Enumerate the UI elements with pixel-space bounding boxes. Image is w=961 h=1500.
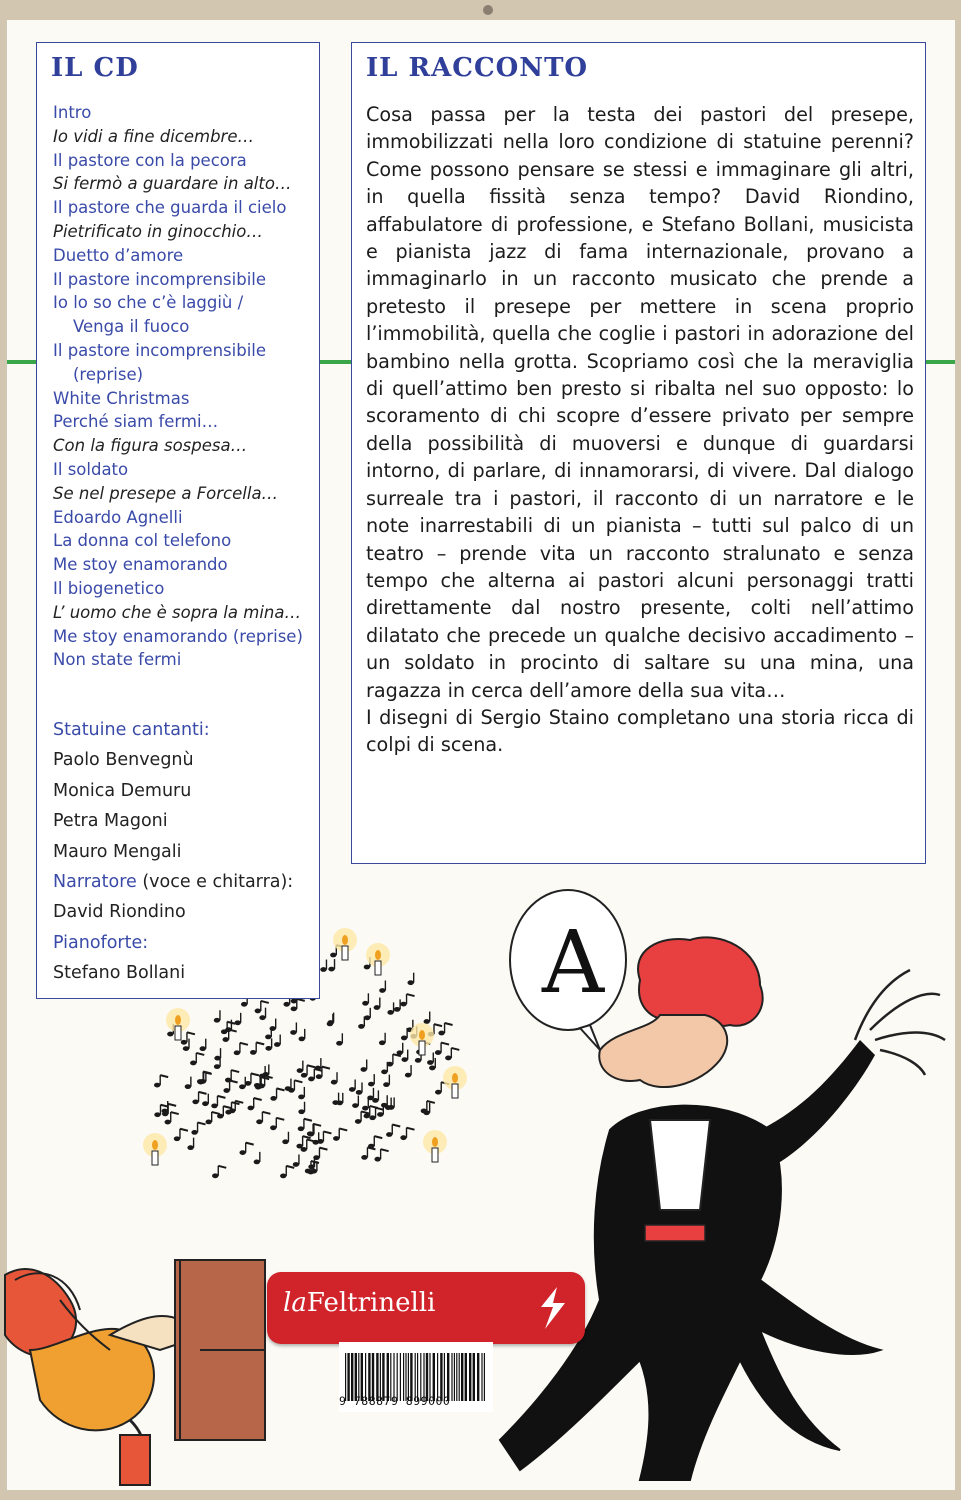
story-panel xyxy=(351,42,926,864)
speech-letter: A xyxy=(542,913,605,1013)
singer-name: Mauro Mengali xyxy=(53,841,182,862)
story-heading: IL RACCONTO xyxy=(366,53,589,83)
cd-heading: IL CD xyxy=(51,53,139,83)
singer-name: Petra Magoni xyxy=(53,811,168,831)
piano-label: Pianoforte: xyxy=(53,932,149,953)
singer-name: Paolo Benvegnù xyxy=(53,750,194,770)
story-paragraph: Cosa passa per la testa dei pastori del presepe, immobilizzati nella loro condizione di statuine perenni? Come possono pensare se stessi e immaginare gli altri, in quella fissità senza tempo? David Riondino, affabulatore di professione, e Stefano Bollani, musicista e pianista jazz di fama internazionale, provano a immaginarlo in un racconto musicato che prende a pretesto il presepe per mettere in scena proprio l’immobilità, quella che coglie i pastori in adorazione del bambino nella grotta. Scopriamo così che la meraviglia di quell’attimo ben presto si ribalta nel suo opposto: lo scoramento di chi scopre d’essere privato per sempre della possibilità di muoversi e dunque di guardarsi intorno, di parlare, di innamorarsi, di vivere. Dal dialogo surreale tra i pastori, il racconto di un narratore e le note inarrestabili di un pianista – tutti sul palco di un teatro – prende vita un racconto stralunato e senza tempo che alterna ai pastori alcuni personaggi tratti direttamente dal nostro presente, colti nell’attimo dilatato che precede un qualche decisivo accadimento – un soldato in procinto di saltare su una mina, una ragazza in cerca dell’amore della sua vita… xyxy=(366,103,914,702)
track-item: Il soldato xyxy=(53,459,129,479)
speech-bubble xyxy=(510,890,626,1050)
narrator-label-row xyxy=(53,867,315,897)
track-item: Io vidi a fine dicembre… xyxy=(53,126,254,146)
track-item: Non state fermi xyxy=(53,650,182,670)
story-text xyxy=(366,101,914,759)
credits-section xyxy=(53,715,315,988)
logo-name: Feltrinelli xyxy=(306,1288,436,1318)
feltrinelli-mark-icon xyxy=(535,1285,571,1331)
singers-list xyxy=(53,745,315,867)
binder-clip-icon xyxy=(479,2,497,18)
singer-name: Monica Demuru xyxy=(53,780,192,801)
publisher-logo xyxy=(267,1272,585,1344)
cd-contents-panel xyxy=(36,42,320,999)
track-item: Perché siam fermi… xyxy=(53,412,219,432)
track-item: Si fermò a guardare in alto… xyxy=(53,174,292,194)
isbn-number: 9 788879 899000 xyxy=(339,1394,451,1408)
track-item: White Christmas xyxy=(53,388,190,408)
narrator-name: David Riondino xyxy=(53,902,186,922)
track-item: Me stoy enamorando (reprise) xyxy=(53,626,303,646)
pianist-figure xyxy=(5,1260,265,1485)
track-item: Venga il fuoco xyxy=(73,317,190,337)
track-list xyxy=(53,101,315,672)
track-item: Io lo so che c’è laggiù / xyxy=(53,293,244,313)
track-item: Con la figura sospesa… xyxy=(53,436,248,456)
story-paragraph: I disegni di Sergio Staino completano una storia ricca di colpi di scena. xyxy=(366,705,914,757)
track-item: Il pastore che guarda il cielo xyxy=(53,198,287,218)
pianist-name: Stefano Bollani xyxy=(53,962,186,983)
track-item: Me stoy enamorando xyxy=(53,555,228,575)
track-item: Il pastore con la pecora xyxy=(53,150,247,170)
logo-prefix: la xyxy=(283,1288,307,1318)
track-item: Il pastore incomprensibile xyxy=(53,340,267,360)
track-item: La donna col telefono xyxy=(53,531,232,551)
green-rule-right xyxy=(925,360,955,364)
narrator-extra: (voce e chitarra): xyxy=(136,872,294,892)
green-rule-left xyxy=(7,360,37,364)
track-item: Edoardo Agnelli xyxy=(53,507,183,527)
singers-label: Statuine cantanti: xyxy=(53,720,210,740)
track-item: Intro xyxy=(53,103,92,122)
track-item: Il biogenetico xyxy=(53,578,165,598)
track-item: L’ uomo che è sopra la mina… xyxy=(53,602,301,622)
track-item: Se nel presepe a Forcella… xyxy=(53,483,279,503)
track-item: Il pastore incomprensibile xyxy=(53,269,267,289)
publisher-logo-text xyxy=(283,1288,435,1318)
narrator-label: Narratore xyxy=(53,872,137,892)
track-item: Duetto d’amore xyxy=(53,245,184,265)
track-item: (reprise) xyxy=(73,364,144,384)
track-item: Pietrificato in ginocchio… xyxy=(53,221,263,241)
